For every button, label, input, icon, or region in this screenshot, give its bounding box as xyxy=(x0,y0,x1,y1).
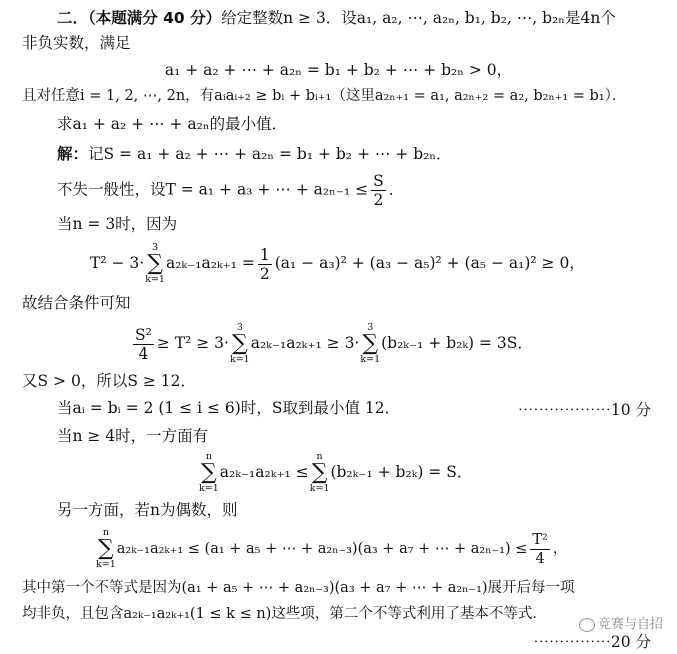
solution-line-8: 另一方面，若n为偶数，则 xyxy=(57,501,238,519)
fraction-numerator: T² xyxy=(532,531,548,548)
fraction-numerator: S xyxy=(373,172,384,190)
sum-upper: n xyxy=(205,451,212,462)
solution-line-4: 故结合条件可知 xyxy=(22,294,131,312)
equation-2 xyxy=(130,323,533,365)
eq2-part-a: ≥ T² ≥ 3· xyxy=(156,334,229,352)
fraction-denominator: 4 xyxy=(535,550,545,567)
solution-line-2-text: 不失一般性，设T = a₁ + a₃ + ⋯ + a₂ₙ₋₁ ≤ xyxy=(57,180,369,199)
solution-line-9: 其中第一个不等式是因为(a₁ + a₅ + ⋯ + a₂ₙ₋₃)(a₃ + a₇ + ⋯ + a₂ₙ₋₁)展开后每一项 xyxy=(22,580,575,596)
solution-line-3: 当n = 3时，因为 xyxy=(57,215,178,233)
sum-upper: n xyxy=(316,451,323,462)
punct: ． xyxy=(388,180,405,199)
sum-upper: 3 xyxy=(367,322,374,333)
sum-lower: k=1 xyxy=(229,354,250,365)
fraction-denominator: 4 xyxy=(138,344,149,363)
watermark-text: 竞赛与自招 xyxy=(597,617,663,632)
condition-sum: a₁ + a₂ + ⋯ + a₂ₙ = b₁ + b₂ + ⋯ + b₂ₙ > 0， xyxy=(164,61,513,79)
eq2-part-b: a₂ₖ₋₁a₂ₖ₊₁ ≥ 3· xyxy=(250,334,360,352)
score-marker-10: ⋯⋯⋯⋯⋯⋯10 分 xyxy=(517,401,651,419)
punct: ， xyxy=(552,541,568,557)
eq4-part-a: a₂ₖ₋₁a₂ₖ₊₁ ≤ (a₁ + a₅ + ⋯ + a₂ₙ₋₃)(a₃ + a₇ + ⋯ + a₂ₙ₋₁) ≤ xyxy=(116,541,528,557)
watermark xyxy=(579,613,663,632)
sum-symbol xyxy=(230,323,250,365)
sum-lower: k=1 xyxy=(96,559,116,570)
sum-upper: 3 xyxy=(236,322,243,333)
sum-symbol xyxy=(96,528,116,570)
fraction-s-over-2 xyxy=(371,172,386,209)
score-marker-20: ⋯⋯⋯⋯⋯20 分 xyxy=(533,633,651,651)
sum-symbol xyxy=(360,323,380,365)
sum-lower: k=1 xyxy=(199,483,219,494)
sigma: ∑ xyxy=(201,460,217,485)
fraction-s2-over-4 xyxy=(133,326,154,363)
sigma: ∑ xyxy=(362,331,379,356)
sigma: ∑ xyxy=(311,460,328,485)
eq2-part-c: (b₂ₖ₋₁ + b₂ₖ) = 3S． xyxy=(381,334,533,352)
fraction-numerator: 1 xyxy=(259,245,270,264)
sigma: ∑ xyxy=(147,251,163,276)
condition-product: 且对任意i = 1, 2, ⋯, 2n，有aᵢaᵢ₊₂ ≥ bᵢ + bᵢ₊₁（这里a₂ₙ₊₁ = a₁, a₂ₙ₊₂ = a₂, b₂ₙ₊₁ = b₁）． xyxy=(22,88,627,104)
solution-line-5: 又S > 0，所以S ≥ 12． xyxy=(22,372,197,390)
solution-line-2 xyxy=(57,172,404,209)
sum-lower: k=1 xyxy=(360,354,381,365)
problem-title: 二．（本题满分 40 分） xyxy=(57,9,222,27)
solution-label: 解： xyxy=(57,145,89,163)
problem-intro xyxy=(57,8,616,28)
sum-symbol xyxy=(310,452,330,494)
sum-lower: k=1 xyxy=(309,483,330,494)
solution-line-1-text: 记S = a₁ + a₂ + ⋯ + a₂ₙ = b₁ + b₂ + ⋯ + b₂ₙ． xyxy=(88,145,452,163)
sum-upper: 3 xyxy=(152,242,159,253)
equation-1 xyxy=(90,243,585,285)
solution-line-6: 当aᵢ = bᵢ = 2 (1 ≤ i ≤ 6)时，S取到最小值 12． xyxy=(57,399,401,417)
fraction-half xyxy=(258,246,272,283)
fraction-t2-over-4 xyxy=(530,531,549,568)
sum-symbol xyxy=(145,243,165,285)
sum-lower: k=1 xyxy=(145,274,165,285)
eq3-part-a: a₂ₖ₋₁a₂ₖ₊₁ ≤ xyxy=(219,463,309,481)
fraction-denominator: 2 xyxy=(373,191,384,209)
eq3-part-b: (b₂ₖ₋₁ + b₂ₖ) = S． xyxy=(330,463,473,481)
eq1-part-b: a₂ₖ₋₁a₂ₖ₊₁ = xyxy=(165,254,255,272)
equation-3 xyxy=(198,452,472,494)
wechat-icon xyxy=(579,618,595,632)
solution-line-10: 均非负，且包含a₂ₖ₋₁a₂ₖ₊₁(1 ≤ k ≤ n)这些项，第二个不等式利用了基本不等式． xyxy=(22,606,547,622)
solution-line-7: 当n ≥ 4时，一方面有 xyxy=(57,427,209,445)
sum-symbol xyxy=(199,452,219,494)
sigma: ∑ xyxy=(231,331,248,356)
sum-upper: n xyxy=(102,527,109,538)
eq1-part-a: T² − 3· xyxy=(90,254,145,272)
problem-question: 求a₁ + a₂ + ⋯ + a₂ₙ的最小值． xyxy=(57,115,288,133)
fraction-denominator: 2 xyxy=(259,264,270,283)
solution-line-1 xyxy=(57,144,452,164)
fraction-numerator: S² xyxy=(135,325,152,344)
problem-intro-2: 非负实数，满足 xyxy=(22,34,131,52)
sigma: ∑ xyxy=(98,536,114,561)
eq1-part-c: (a₁ − a₃)² + (a₃ − a₅)² + (a₅ − a₁)² ≥ 0， xyxy=(274,254,585,272)
problem-intro-text: 给定整数n ≥ 3．设a₁, a₂, ⋯, a₂ₙ, b₁, b₂, ⋯, b₂ₙ是4n个 xyxy=(221,9,616,27)
equation-4 xyxy=(95,528,567,570)
